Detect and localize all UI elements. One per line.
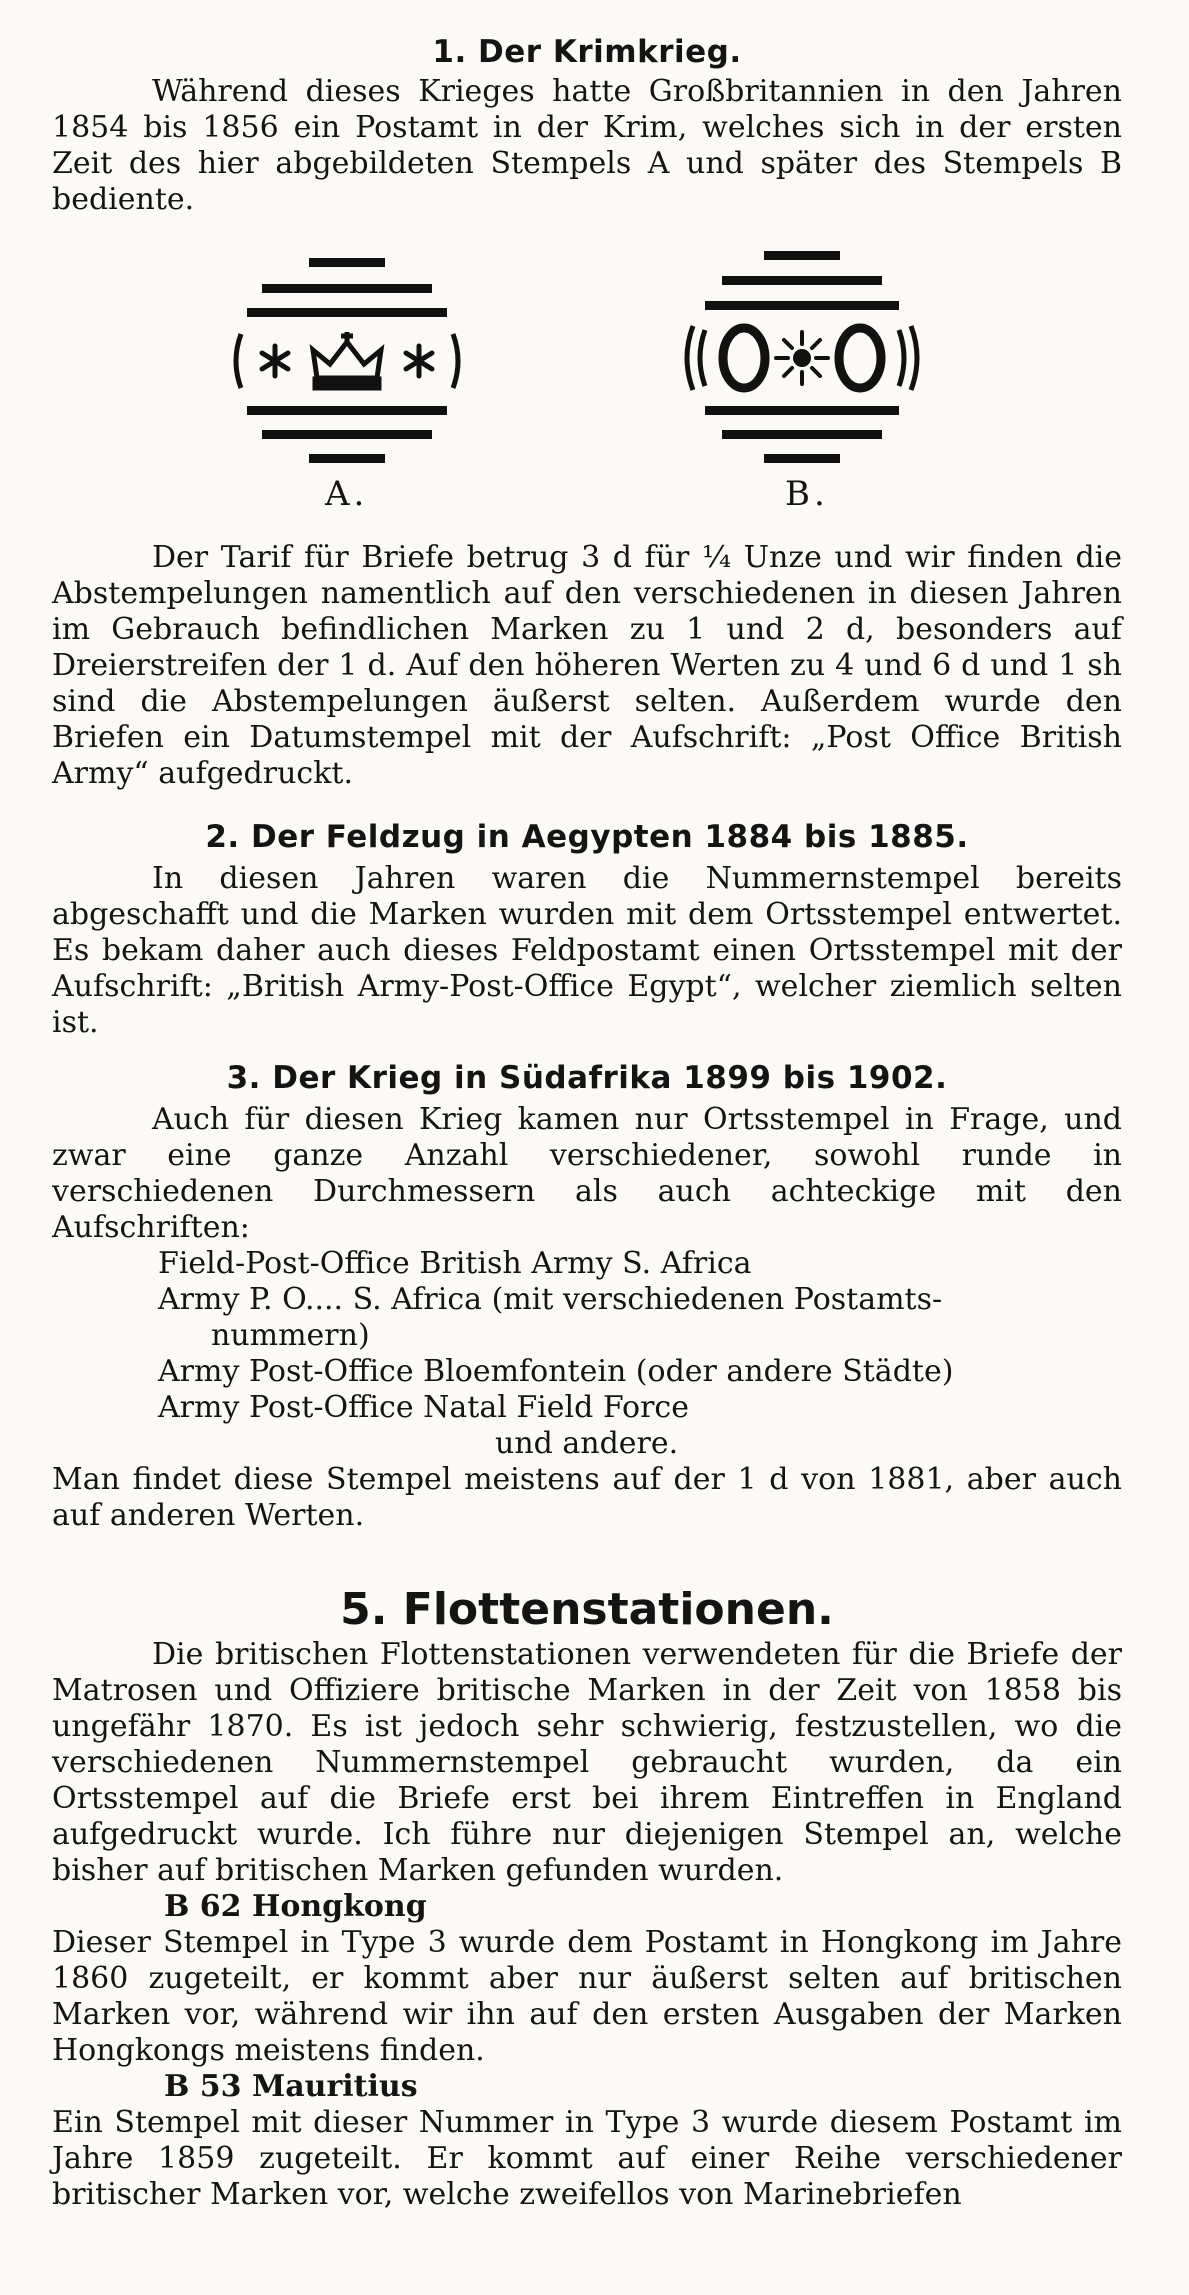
- section-suedafrika: [52, 1060, 1122, 1534]
- list-item: Army Post-Office Bloemfontein (oder andere Städte): [158, 1354, 954, 1389]
- section-title: 3. Der Krieg in Südafrika 1899 bis 1902.: [226, 1060, 948, 1096]
- paragraph: In diesen Jahren waren die Nummernstempel bereits abgeschafft und die Marken wurden mit dem Ortsstempel entwertet. Es bekam daher auch dieses Feldpostamt einen Ortsstempel mit der Aufschrift: „British Army-Post-Office Egypt“, welcher ziemlich selten ist.: [52, 861, 1122, 1040]
- list-item: Army Post-Office Natal Field Force: [158, 1390, 689, 1425]
- stamp-b-ring-icon: [677, 246, 927, 476]
- paragraph: Auch für diesen Krieg kamen nur Ortsstempel in Frage, und zwar eine ganze Anzahl verschiedener, sowohl runde in verschiedenen Durchmessern als auch achteckige mit den Aufschriften:: [52, 1102, 1122, 1245]
- list-item: Field-Post-Office British Army S. Africa: [158, 1246, 752, 1281]
- stamp-a-crown-icon: [227, 246, 467, 476]
- stamp-a-label: A.: [325, 474, 369, 514]
- paragraph: Die britischen Flottenstationen verwendeten für die Briefe der Matrosen und Offiziere britische Marken in der Zeit von 1858 bis ungefähr 1870. Es ist jedoch sehr schwierig, festzustellen, wo die verschiedenen Nummernstempel gebraucht wurden, da ein Ortsstempel auf die Briefe erst bei ihrem Eintreffen in England aufgedruckt wurde. Ich führe nur diejenigen Stempel an, welche bisher auf britischen Marken gefunden wurden.: [52, 1637, 1122, 1888]
- section-title: 1. Der Krimkrieg.: [432, 34, 742, 70]
- list-item: und andere.: [495, 1426, 679, 1461]
- paragraph: Ein Stempel mit dieser Nummer in Type 3 wurde diesem Postamt im Jahre 1859 zugeteilt. Er kommt auf einer Reihe verschiedener britischer Marken vor, welche zweifellos von Marinebriefen: [52, 2105, 1122, 2212]
- entry-heading: B 53 Mauritius: [164, 2069, 418, 2104]
- paragraph: Der Tarif für Briefe betrug 3 d für ¼ Unze und wir finden die Abstempelungen namentlich auf den verschiedenen in diesen Jahren im Gebrauch befindlichen Marken zu 1 und 2 d, besonders auf Dreierstreifen der 1 d. Auf den höheren Werten zu 4 und 6 d und 1 sh sind die Abstempelungen äußerst selten. Außerdem wurde den Briefen ein Datumstempel mit der Aufschrift: „Post Office British Army“ aufgedruckt.: [52, 540, 1122, 791]
- stamp-a: [227, 246, 467, 514]
- section-title: 2. Der Feldzug in Aegypten 1884 bis 1885.: [205, 819, 969, 855]
- entry-heading: B 62 Hongkong: [164, 1889, 427, 1924]
- inscription-list: [158, 1246, 1122, 1462]
- stamp-illustrations: [52, 246, 1122, 516]
- list-item: Army P. O.... S. Africa (mit verschiedenen Postamts-: [158, 1282, 943, 1317]
- section-flottenstationen: [52, 1584, 1122, 2213]
- chapter-title: 5. Flottenstationen.: [340, 1584, 834, 1635]
- paragraph: Man findet diese Stempel meistens auf der 1 d von 1881, aber auch auf anderen Werten.: [52, 1462, 1122, 1533]
- section-aegypten: [52, 819, 1122, 1041]
- stamp-b: [677, 246, 927, 514]
- stamp-b-label: B.: [785, 474, 829, 514]
- paragraph: Dieser Stempel in Type 3 wurde dem Postamt in Hongkong im Jahre 1860 zugeteilt, er kommt aber nur äußerst selten auf britischen Marken vor, während wir ihn auf den ersten Ausgaben der Marken Hongkongs meistens finden.: [52, 1925, 1122, 2068]
- section-intro: Während dieses Krieges hatte Großbritannien in den Jahren 1854 bis 1856 ein Postamt in der Krim, welches sich in der ersten Zeit des hier abgebildeten Stempels A und später des Stempels B bediente.: [52, 74, 1122, 217]
- list-item: nummern): [211, 1318, 370, 1353]
- section-krimkrieg-body: [52, 540, 1122, 792]
- section-krimkrieg: [52, 34, 1122, 218]
